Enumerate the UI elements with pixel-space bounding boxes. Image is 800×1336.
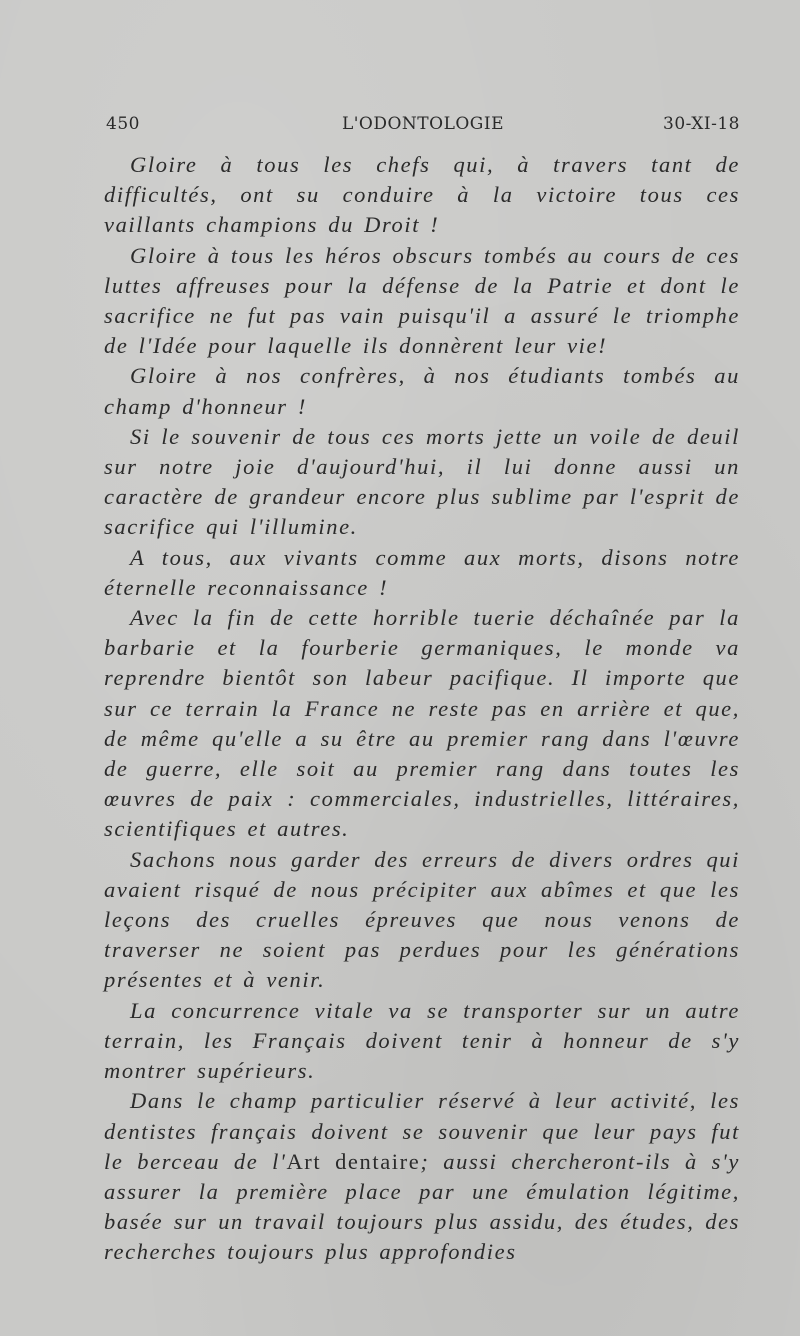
roman-text: Art dentaire [286, 1148, 421, 1174]
running-header [106, 114, 740, 142]
paragraph: Gloire à tous les chefs qui, à travers tant de difficultés, ont su conduire à la victoire tous ces vaillants champions du Droit ! [104, 152, 740, 238]
paragraph: Gloire à tous les héros obscurs tombés au cours de ces luttes affreuses pour la défense de la Patrie et dont le sacrifice ne fut pas vain puisqu'il a assuré le triomphe de l'Idée pour laquelle ils donnèrent leur vie! [104, 242, 740, 359]
paragraph: A tous, aux vivants comme aux morts, disons notre éternelle reconnaissance ! [104, 544, 740, 600]
paragraph: Avec la fin de cette horrible tuerie déchaînée par la barbarie et la fourberie germaniques, le monde va reprendre bientôt son labeur pacifique. Il importe que sur ce terrain la France ne reste pas en arrière et que, de même qu'elle a su être au premier rang dans l'œuvre de guerre, elle soit au premier rang dans toutes les œuvres de paix : commerciales, industrielles, littéraires, scientifiques et autres. [104, 605, 740, 842]
paragraph: Si le souvenir de tous ces morts jette un voile de deuil sur notre joie d'aujourd'hui, il lui donne aussi un caractère de grandeur encore plus sublime par l'esprit de sacrifice qui l'illumine. [104, 423, 740, 540]
journal-title: L'ODONTOLOGIE [341, 114, 505, 134]
paragraph: La concurrence vitale va se transporter sur un autre terrain, les Français doivent tenir à honneur de s'y montrer supérieurs. [104, 997, 740, 1084]
paragraph: Sachons nous garder des erreurs de divers ordres qui avaient risqué de nous précipiter aux abîmes et que les leçons des cruelles épreuves que nous venons de traverser ne soient pas perdues pour les générations présentes et à venir. [104, 846, 740, 993]
paragraph-last [104, 1086, 740, 1267]
paragraph-text: Dans le champ particulier réservé à leur activité, les dentistes français doivent se souvenir que leur pays fut le berceau de l' [104, 1088, 740, 1174]
paragraph-text: ; aussi chercheront-ils à s'y assurer la première place par une émulation légitime, basée sur un travail toujours plus assidu, des études, des recherches toujours plus approfondies [104, 1148, 740, 1265]
paragraph: Gloire à nos confrères, à nos étudiants tombés au champ d'honneur ! [104, 363, 740, 419]
article-body [104, 150, 740, 1268]
page-number: 450 [106, 114, 140, 134]
issue-date: 30-XI-18 [663, 114, 740, 134]
